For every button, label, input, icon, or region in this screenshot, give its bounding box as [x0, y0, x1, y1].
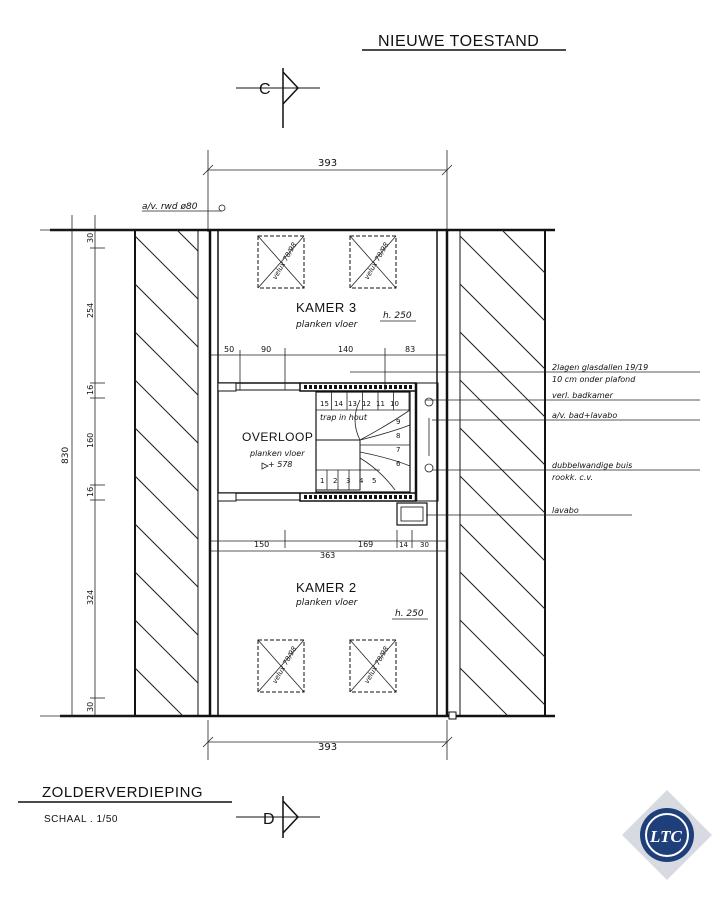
section-mark-c	[236, 68, 320, 128]
annotation-onder-plafond: 10 cm onder plafond	[552, 375, 636, 384]
stair-step-number: 15	[320, 400, 329, 408]
room-kamer2-height: h. 250	[395, 609, 424, 619]
dim-left-seg-4: 160	[86, 432, 95, 448]
stair-step-number: 1	[320, 477, 325, 485]
drain-symbol-top	[425, 398, 433, 406]
bottom-dimension	[203, 720, 452, 760]
room-kamer2-floor: planken vloer	[296, 598, 358, 608]
dim-left-seg-1: 30	[86, 232, 95, 243]
mid-bottom-dim-3: 14	[399, 541, 408, 549]
skylight	[350, 640, 396, 692]
stair-step-number: 12	[362, 400, 371, 408]
stair-step-number: 8	[396, 432, 401, 440]
mid-top-dim-4: 83	[405, 345, 416, 354]
section-mark-d	[236, 796, 320, 838]
stair-step-number: 5	[372, 477, 377, 485]
stair-label: trap in hout	[320, 413, 367, 422]
stair-step-number: 6	[396, 460, 401, 468]
mid-top-dim-2: 90	[261, 345, 272, 354]
dim-left-seg-3: 16	[86, 384, 95, 395]
mid-bottom-dim-2: 169	[358, 540, 374, 549]
annotation-rookkanaal: rookk. c.v.	[552, 473, 593, 482]
stair-step-number: 2	[333, 477, 338, 485]
skylight-label: velux 78/98	[362, 645, 391, 685]
dim-overall-height: 830	[61, 446, 71, 464]
mid-bottom-dim-4: 30	[420, 541, 429, 549]
stair-step-number: 13	[348, 400, 357, 408]
room-kamer2-name: KAMER 2	[296, 580, 357, 595]
inner-width-dim: 363	[320, 551, 336, 560]
left-dimension	[40, 215, 135, 716]
room-kamer3-floor: planken vloer	[296, 320, 358, 330]
label-chimney: a/v. rwd ø80	[142, 202, 198, 212]
skylight	[258, 640, 304, 692]
skylight-label: velux 78/98	[270, 645, 299, 685]
dim-left-seg-6: 324	[86, 589, 95, 605]
corner-marker	[449, 712, 456, 719]
dim-left-seg-2: 254	[86, 302, 95, 318]
top-dimension	[203, 150, 452, 232]
annotation-lavabo: lavabo	[552, 506, 579, 515]
chimney-symbol	[219, 205, 225, 211]
room-overloop-name: OVERLOOP	[242, 430, 314, 444]
annotation-buis: dubbelwandige buis	[552, 461, 633, 470]
mid-bottom-dim-1: 150	[254, 540, 270, 549]
company-logo	[622, 790, 712, 880]
drain-symbol-bottom	[425, 464, 433, 472]
room-overloop-floor: planken vloer	[250, 449, 305, 458]
skylight	[350, 236, 396, 288]
stair-step-number: 3	[346, 477, 351, 485]
annotation-badkamer: verl. badkamer	[552, 391, 613, 400]
stair-step-number: 11	[376, 400, 385, 408]
room-kamer3-name: KAMER 3	[296, 300, 357, 315]
annotation-glasdallen: 2lagen glasdallen 19/19	[552, 363, 649, 372]
logo-text: LTC	[650, 827, 682, 846]
annotation-bad-lavabo: a/v. bad+lavabo	[552, 411, 618, 420]
room-overloop-level: + 578	[268, 460, 293, 469]
stair-step-number: 14	[334, 400, 343, 408]
mid-top-dim-1: 50	[224, 345, 235, 354]
floor-name: ZOLDERVERDIEPING	[42, 784, 204, 801]
dimension-bottom-width: 393	[318, 742, 338, 753]
section-letter-c: C	[259, 81, 272, 98]
lavabo-symbol	[397, 503, 427, 525]
stair-step-number: 10	[390, 400, 399, 408]
section-letter-d: D	[263, 811, 276, 828]
stair-step-number: 4	[359, 477, 364, 485]
skylight	[258, 236, 304, 288]
room-kamer3-height: h. 250	[383, 311, 412, 321]
scale-label: SCHAAL . 1/50	[44, 814, 118, 825]
skylight-label: velux 78/98	[362, 241, 391, 281]
stair-step-number: 9	[396, 418, 401, 426]
drawing-title: NIEUWE TOESTAND	[378, 33, 540, 50]
hatch-right	[0, 230, 728, 716]
dim-left-seg-5: 16	[86, 486, 95, 497]
stair-step-number: 7	[396, 446, 401, 454]
mid-dimension-bottom	[210, 530, 447, 560]
dim-left-seg-7: 30	[86, 701, 95, 712]
dimension-top-width: 393	[318, 158, 338, 169]
skylight-label: velux 78/98	[270, 241, 299, 281]
mid-top-dim-3: 140	[338, 345, 354, 354]
